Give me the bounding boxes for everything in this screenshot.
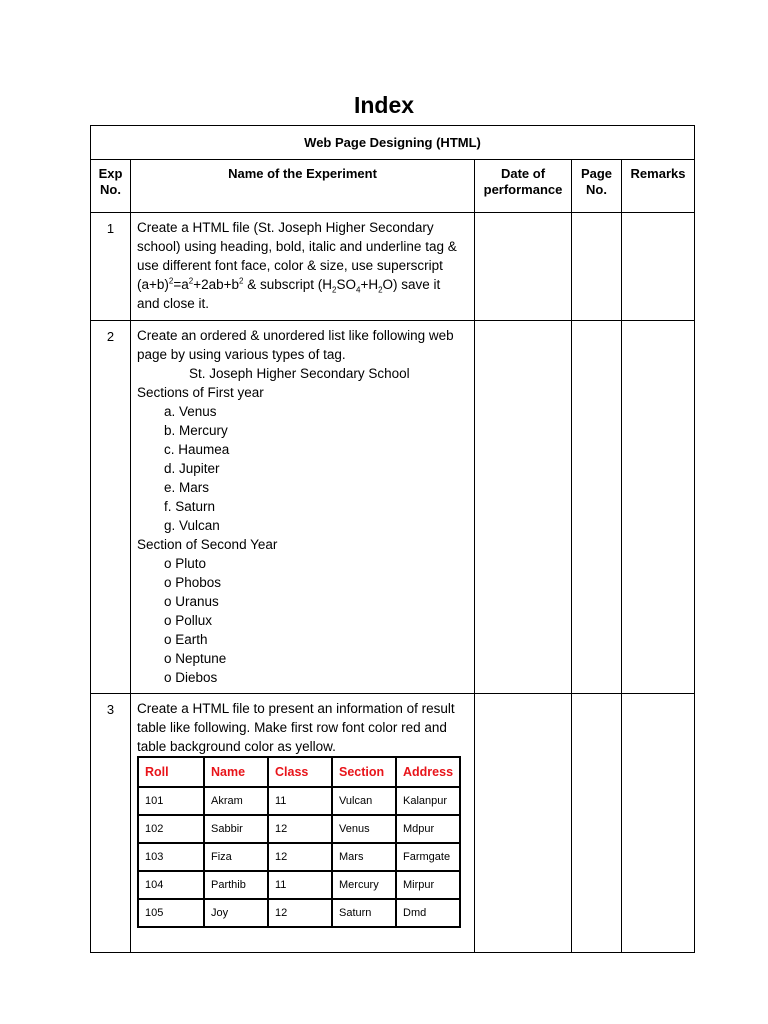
table-cell: Mercury [332,871,396,899]
header-name: Name of the Experiment [131,160,475,213]
experiment-row-1 [91,213,695,321]
exp-line: use different font face, color & size, use superscript [137,258,443,273]
index-table [90,125,695,953]
result-header-cell: Address [396,757,460,787]
exp-line-formula: $(a+b)^2=a^2+2ab+b^2$ & subscript $(H_2SO_4+H_2O)$ save it [137,276,441,295]
exp-description [131,321,475,694]
exp-line: Create a HTML file to present an information of result [137,701,455,716]
list-item: o Earth [164,632,208,647]
list-heading: Sections of First year [137,385,264,400]
remarks-cell [622,694,695,953]
table-cell: Vulcan [332,787,396,815]
remarks-cell [622,321,695,694]
page-title: Index [353,92,415,118]
header-date: Date of performance [475,160,572,213]
date-cell [475,213,572,321]
subject-heading: Web Page Designing (HTML) [91,126,695,160]
table-row [138,899,460,927]
exp-line: and close it. [137,296,210,311]
table-cell: 12 [268,899,332,927]
list-item: o Uranus [164,594,219,609]
table-cell: 11 [268,787,332,815]
exp-line: page by using various types of tag. [137,347,346,362]
exp-number: 3 [91,694,131,953]
result-header-cell: Name [204,757,268,787]
table-cell: Mdpur [396,815,460,843]
table-row [138,787,460,815]
list-item: g. Vulcan [164,518,220,533]
list-item: o Pluto [164,556,207,571]
result-header-cell: Class [268,757,332,787]
table-cell: Akram [204,787,268,815]
table-cell: 101 [138,787,204,815]
list-item: a. Venus [164,404,217,419]
table-row [138,815,460,843]
table-cell: 12 [268,815,332,843]
remarks-cell [622,213,695,321]
table-cell: Mars [332,843,396,871]
result-header-row [138,757,460,787]
list-item: o Phobos [164,575,222,590]
table-cell: Dmd [396,899,460,927]
exp-line: Create an ordered & unordered list like following web [137,328,454,343]
header-exp-no: Exp No. [91,160,131,213]
date-cell [475,321,572,694]
table-cell: Joy [204,899,268,927]
result-header-cell: Section [332,757,396,787]
date-cell [475,694,572,953]
header-remarks: Remarks [622,160,695,213]
table-row [138,843,460,871]
exp-description [131,213,475,321]
table-cell: 11 [268,871,332,899]
list-heading: Section of Second Year [137,537,278,552]
list-item: o Pollux [164,613,213,628]
page-cell [572,694,622,953]
table-cell: 12 [268,843,332,871]
table-cell: Fiza [204,843,268,871]
experiment-row-2 [91,321,695,694]
experiment-row-3 [91,694,695,953]
list-item: b. Mercury [164,423,228,438]
table-cell: Kalanpur [396,787,460,815]
table-cell: 105 [138,899,204,927]
table-cell: Sabbir [204,815,268,843]
list-item: o Neptune [164,651,227,666]
table-cell: Parthib [204,871,268,899]
result-table [137,756,461,928]
school-name: St. Joseph Higher Secondary School [189,366,410,381]
exp-line: table like following. Make first row font color red and [137,720,447,735]
header-page: Page No. [572,160,622,213]
exp-line: school) using heading, bold, italic and underline tag & [137,239,457,254]
list-item: d. Jupiter [164,461,220,476]
exp-line: Create a HTML file (St. Joseph Higher Secondary [137,220,434,235]
result-header-cell: Roll [138,757,204,787]
table-row [138,871,460,899]
table-cell: Venus [332,815,396,843]
exp-number: 2 [91,321,131,694]
table-cell: 103 [138,843,204,871]
table-cell: Saturn [332,899,396,927]
list-item: e. Mars [164,480,210,495]
list-item: c. Haumea [164,442,230,457]
table-cell: Farmgate [396,843,460,871]
exp-description [131,694,475,953]
exp-line: table background color as yellow. [137,739,336,754]
table-cell: 104 [138,871,204,899]
unordered-list [137,554,468,687]
list-item: f. Saturn [164,499,216,514]
ordered-list [137,402,468,535]
page-cell [572,321,622,694]
exp-number: 1 [91,213,131,321]
list-item: o Diebos [164,670,218,685]
table-cell: Mirpur [396,871,460,899]
page-cell [572,213,622,321]
table-cell: 102 [138,815,204,843]
